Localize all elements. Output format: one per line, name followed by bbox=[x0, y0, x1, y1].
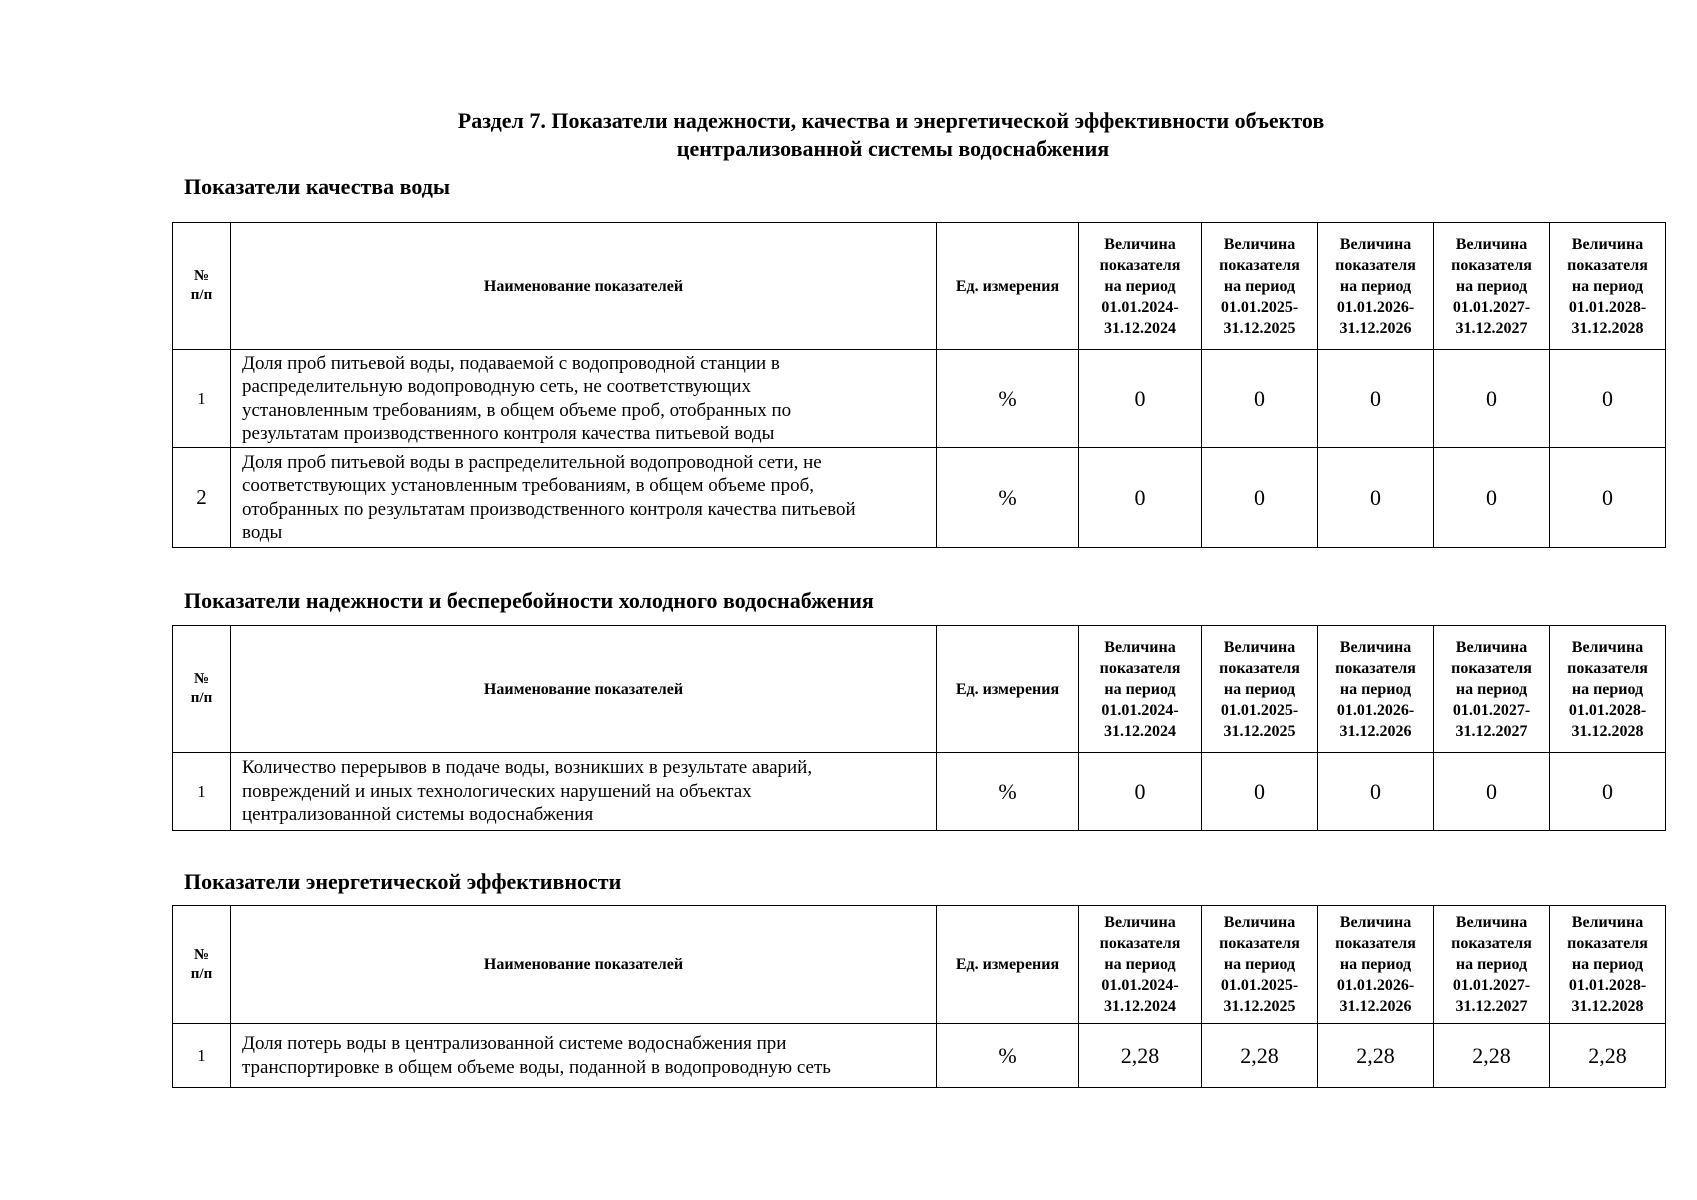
table-header-row bbox=[173, 223, 1666, 350]
column-header-period bbox=[1079, 223, 1202, 350]
column-header-period-line: на период bbox=[1455, 680, 1528, 698]
indicator-name bbox=[231, 350, 937, 448]
column-header-period-line: на период bbox=[1339, 277, 1412, 295]
table-header-row bbox=[173, 626, 1666, 753]
indicator-value: 2,28 bbox=[1079, 1024, 1202, 1088]
column-header-period-line: 01.01.2027- bbox=[1452, 977, 1531, 994]
indicator-name-line: повреждений и иных технологических нарушений на объектах bbox=[242, 780, 752, 802]
row-number: 1 bbox=[173, 1024, 231, 1088]
column-header-period-line: показателя bbox=[1219, 256, 1300, 274]
column-header-period-line: на период bbox=[1104, 277, 1176, 295]
unit-of-measure: % bbox=[937, 753, 1079, 831]
column-header-period-line: показателя bbox=[1567, 256, 1648, 274]
column-header-period-line: Величина bbox=[1223, 235, 1296, 253]
column-header-period bbox=[1318, 906, 1434, 1024]
indicator-name-line: Количество перерывов в подаче воды, возникших в результате аварий, bbox=[242, 757, 813, 779]
indicator-name-line: отобранных по результатам производственного контроля качества питьевой bbox=[242, 498, 856, 520]
column-header-number-sign: № bbox=[193, 946, 210, 963]
column-header-period-line: Величина bbox=[1571, 914, 1644, 931]
column-header-period-line: на период bbox=[1455, 277, 1528, 295]
column-header-period-line: Величина bbox=[1455, 235, 1528, 253]
unit-of-measure: % bbox=[937, 1024, 1079, 1088]
column-header-number-sign: № bbox=[193, 268, 210, 284]
indicator-name bbox=[231, 753, 937, 831]
indicator-value: 0 bbox=[1550, 350, 1666, 448]
column-header-period-line: 31.12.2026 bbox=[1339, 722, 1412, 740]
indicator-value: 2,28 bbox=[1550, 1024, 1666, 1088]
column-header-period-line: 01.01.2028- bbox=[1568, 298, 1647, 316]
column-header-period-line: показателя bbox=[1335, 935, 1416, 952]
column-header-period-line: показателя bbox=[1335, 256, 1416, 274]
column-header-period-line: на период bbox=[1571, 956, 1644, 973]
column-header-period-line: на период bbox=[1223, 277, 1296, 295]
column-header-period-line: Величина bbox=[1223, 914, 1296, 931]
column-header-period-line: Величина bbox=[1571, 638, 1644, 656]
indicator-name-line: Доля проб питьевой воды, подаваемой с водопроводной станции в bbox=[242, 352, 780, 374]
document-title bbox=[0, 107, 1697, 163]
indicator-value: 0 bbox=[1318, 753, 1434, 831]
column-header-period-line: показателя bbox=[1451, 659, 1532, 677]
indicator-value: 0 bbox=[1550, 448, 1666, 548]
indicator-value: 0 bbox=[1550, 753, 1666, 831]
column-header-period-line: 01.01.2026- bbox=[1336, 298, 1415, 316]
column-header-period-line: на период bbox=[1223, 956, 1296, 973]
column-header-period-line: 31.12.2026 bbox=[1339, 998, 1412, 1015]
column-header-period-line: Величина bbox=[1104, 638, 1176, 656]
table-row bbox=[173, 753, 1666, 831]
column-header-period-line: на период bbox=[1455, 956, 1528, 973]
indicator-name-line: Доля проб питьевой воды в распределительной водопроводной сети, не bbox=[242, 451, 822, 473]
column-header-period-line: Величина bbox=[1223, 638, 1296, 656]
indicator-value: 0 bbox=[1434, 448, 1550, 548]
column-header-number-abbr: п/п bbox=[190, 690, 213, 706]
column-header-period-line: Величина bbox=[1104, 235, 1176, 253]
column-header-period-line: 31.12.2024 bbox=[1104, 319, 1176, 337]
table-row bbox=[173, 350, 1666, 448]
indicator-value: 0 bbox=[1079, 753, 1202, 831]
column-header-period-line: 31.12.2028 bbox=[1571, 722, 1644, 740]
indicator-value: 0 bbox=[1434, 350, 1550, 448]
indicator-name-line: воды bbox=[242, 522, 283, 543]
column-header-period-line: показателя bbox=[1099, 256, 1181, 274]
column-header-name: Наименование показателей bbox=[231, 626, 937, 753]
column-header-period-line: 01.01.2027- bbox=[1452, 701, 1531, 719]
column-header-period-line: Величина bbox=[1339, 235, 1412, 253]
column-header-period-line: 01.01.2025- bbox=[1220, 977, 1299, 994]
column-header-period-line: 31.12.2028 bbox=[1571, 319, 1644, 337]
indicators-table bbox=[172, 222, 1666, 548]
column-header-period-line: 01.01.2027- bbox=[1452, 298, 1531, 316]
indicator-name-line: соответствующих установленным требованиям, в общем объеме проб, bbox=[242, 475, 815, 496]
column-header-period-line: 31.12.2028 bbox=[1571, 998, 1644, 1015]
column-header-period bbox=[1550, 906, 1666, 1024]
unit-of-measure: % bbox=[937, 448, 1079, 548]
column-header-period-line: 01.01.2028- bbox=[1568, 977, 1647, 994]
indicator-value: 0 bbox=[1202, 350, 1318, 448]
indicator-name-line: Доля потерь воды в централизованной системе водоснабжения при bbox=[242, 1033, 787, 1054]
column-header-number-abbr: п/п bbox=[190, 965, 213, 982]
column-header-period-line: 31.12.2025 bbox=[1223, 319, 1296, 337]
indicator-value: 2,28 bbox=[1202, 1024, 1318, 1088]
column-header-period-line: 31.12.2024 bbox=[1104, 722, 1176, 740]
column-header-number bbox=[173, 906, 231, 1024]
column-header-period-line: на период bbox=[1104, 956, 1176, 973]
indicator-name-line: централизованной системы водоснабжения bbox=[242, 804, 594, 826]
column-header-period-line: на период bbox=[1339, 680, 1412, 698]
row-number: 2 bbox=[173, 448, 231, 548]
column-header-period-line: 31.12.2026 bbox=[1339, 319, 1412, 337]
column-header-period-line: 31.12.2027 bbox=[1455, 722, 1528, 740]
column-header-period bbox=[1550, 223, 1666, 350]
section-title: Показатели энергетической эффективности bbox=[184, 869, 622, 894]
indicator-name-line: результатам производственного контроля качества питьевой воды bbox=[242, 423, 775, 444]
indicator-value: 0 bbox=[1318, 350, 1434, 448]
column-header-number-sign: № bbox=[193, 671, 210, 687]
row-number: 1 bbox=[173, 753, 231, 831]
indicator-name bbox=[231, 1024, 937, 1088]
indicators-table bbox=[172, 625, 1666, 831]
column-header-period-line: показателя bbox=[1567, 659, 1648, 677]
column-header-period bbox=[1318, 626, 1434, 753]
table-row bbox=[173, 448, 1666, 548]
column-header-number bbox=[173, 223, 231, 350]
column-header-period bbox=[1318, 223, 1434, 350]
column-header-period-line: показателя bbox=[1451, 256, 1532, 274]
indicator-name-line: транспортировке в общем объеме воды, поданной в водопроводную сеть bbox=[242, 1056, 831, 1078]
column-header-name: Наименование показателей bbox=[231, 223, 937, 350]
column-header-period bbox=[1202, 906, 1318, 1024]
column-header-period-line: на период bbox=[1339, 956, 1412, 973]
column-header-period-line: 01.01.2024- bbox=[1101, 298, 1179, 316]
indicator-value: 0 bbox=[1079, 350, 1202, 448]
indicator-value: 0 bbox=[1202, 753, 1318, 831]
indicators-table bbox=[172, 905, 1666, 1088]
column-header-period bbox=[1079, 906, 1202, 1024]
column-header-period-line: 31.12.2025 bbox=[1223, 722, 1296, 740]
column-header-period bbox=[1434, 223, 1550, 350]
column-header-period-line: 01.01.2025- bbox=[1220, 298, 1299, 316]
column-header-period-line: Величина bbox=[1571, 235, 1644, 253]
column-header-period-line: Величина bbox=[1104, 914, 1176, 931]
column-header-period-line: 01.01.2026- bbox=[1336, 701, 1415, 719]
column-header-period-line: 31.12.2027 bbox=[1455, 998, 1528, 1015]
column-header-period bbox=[1550, 626, 1666, 753]
column-header-period bbox=[1434, 906, 1550, 1024]
indicator-value: 0 bbox=[1079, 448, 1202, 548]
column-header-period bbox=[1202, 223, 1318, 350]
column-header-period-line: показателя bbox=[1099, 935, 1181, 952]
table-row bbox=[173, 1024, 1666, 1088]
column-header-name: Наименование показателей bbox=[231, 906, 937, 1024]
column-header-period-line: 31.12.2025 bbox=[1223, 998, 1296, 1015]
column-header-period-line: Величина bbox=[1455, 914, 1528, 931]
column-header-unit: Ед. измерения bbox=[937, 626, 1079, 753]
indicator-value: 2,28 bbox=[1318, 1024, 1434, 1088]
indicator-value: 0 bbox=[1318, 448, 1434, 548]
table-header-row bbox=[173, 906, 1666, 1024]
unit-of-measure: % bbox=[937, 350, 1079, 448]
indicator-value: 0 bbox=[1202, 448, 1318, 548]
column-header-period-line: показателя bbox=[1099, 659, 1181, 677]
column-header-period-line: показателя bbox=[1219, 935, 1300, 952]
section-title: Показатели качества воды bbox=[184, 174, 451, 199]
column-header-period-line: 31.12.2027 bbox=[1455, 319, 1528, 337]
column-header-period-line: показателя bbox=[1219, 659, 1300, 677]
document-title-line-1: Раздел 7. Показатели надежности, качества и энергетической эффективности объектов bbox=[457, 108, 1325, 133]
document-title-line-2: централизованной системы водоснабжения bbox=[676, 136, 1110, 161]
column-header-period-line: 01.01.2026- bbox=[1336, 977, 1415, 994]
column-header-period-line: 01.01.2028- bbox=[1568, 701, 1647, 719]
column-header-unit: Ед. измерения bbox=[937, 906, 1079, 1024]
column-header-period-line: показателя bbox=[1567, 935, 1648, 952]
column-header-period-line: на период bbox=[1104, 680, 1176, 698]
column-header-period-line: 01.01.2025- bbox=[1220, 701, 1299, 719]
column-header-period-line: Величина bbox=[1339, 914, 1412, 931]
indicator-name-line: распределительную водопроводную сеть, не соответствующих bbox=[242, 376, 751, 397]
column-header-period-line: Величина bbox=[1455, 638, 1528, 656]
section-title: Показатели надежности и бесперебойности холодного водоснабжения bbox=[184, 588, 874, 613]
column-header-period bbox=[1202, 626, 1318, 753]
row-number: 1 bbox=[173, 350, 231, 448]
column-header-period-line: показателя bbox=[1335, 659, 1416, 677]
indicator-value: 2,28 bbox=[1434, 1024, 1550, 1088]
column-header-period-line: показателя bbox=[1451, 935, 1532, 952]
column-header-period-line: на период bbox=[1571, 680, 1644, 698]
column-header-unit: Ед. измерения bbox=[937, 223, 1079, 350]
column-header-number-abbr: п/п bbox=[190, 287, 213, 303]
column-header-number bbox=[173, 626, 231, 753]
indicator-name-line: установленным требованиям, в общем объеме проб, отобранных по bbox=[242, 399, 792, 421]
column-header-period-line: 01.01.2024- bbox=[1101, 701, 1179, 719]
column-header-period-line: на период bbox=[1223, 680, 1296, 698]
indicator-name bbox=[231, 448, 937, 548]
column-header-period-line: 31.12.2024 bbox=[1104, 998, 1176, 1015]
column-header-period-line: 01.01.2024- bbox=[1101, 977, 1179, 994]
column-header-period-line: на период bbox=[1571, 277, 1644, 295]
indicator-value: 0 bbox=[1434, 753, 1550, 831]
column-header-period-line: Величина bbox=[1339, 638, 1412, 656]
column-header-period bbox=[1079, 626, 1202, 753]
column-header-period bbox=[1434, 626, 1550, 753]
